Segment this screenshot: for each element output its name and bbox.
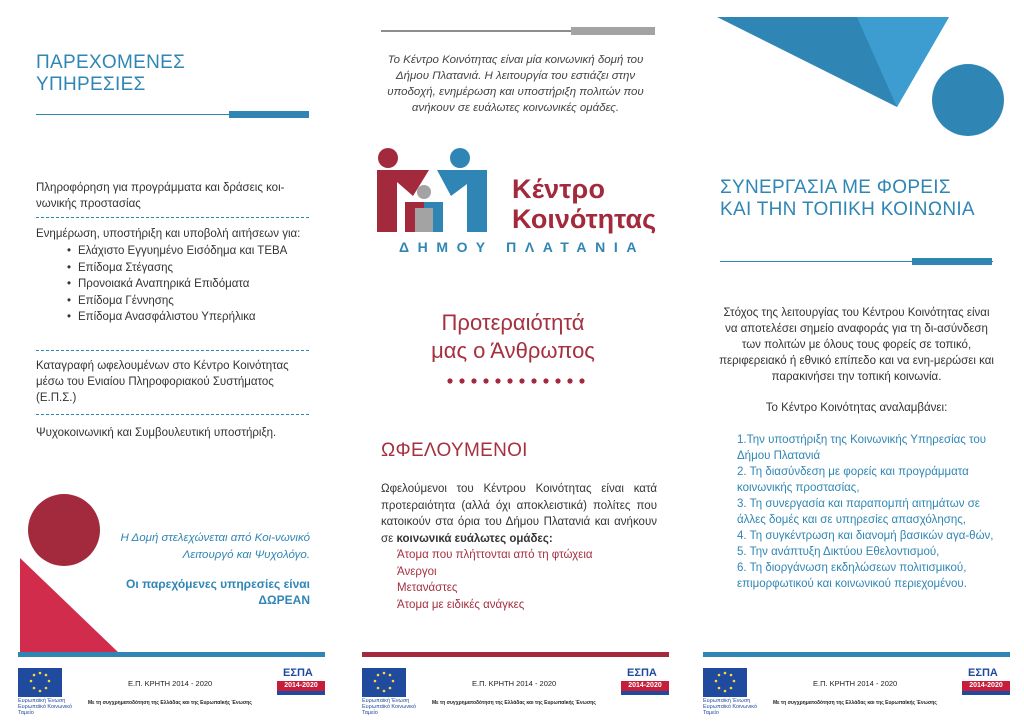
left-divider-bar xyxy=(229,111,309,118)
list-item: 4. Τη συγκέντρωση και διανομή βασικών αγα-θών, xyxy=(737,530,994,542)
cooperation-subtitle: Το Κέντρο Κοινότητας αναλαμβάνει: xyxy=(765,402,948,414)
intro-text: Το Κέντρο Κοινότητας είναι μία κοινωνική δομή του Δήμου Πλατανιά. Η λειτουργία του εστιάζει στην υποδοχή, ενημέρωση και υποστήριξη πολιτών που ανήκουν σε ευάλωτες κοινωνικές ομάδες. xyxy=(387,54,644,114)
service-counseling: Ψυχοκοινωνική και Συμβουλευτική υποστήριξη. xyxy=(36,427,277,439)
espa-logo: ΕΣΠΑ 2014-2020 xyxy=(277,667,325,701)
footer-rule xyxy=(362,652,669,657)
list-item: 1.Την υποστήριξη της Κοινωνικής Υπηρεσίας του Δήμου Πλατανιά xyxy=(737,434,987,462)
list-item: 5. Την ανάπτυξη Δικτύου Εθελοντισμού, xyxy=(737,546,940,558)
footer-right xyxy=(703,652,1010,716)
eu-flag-icon xyxy=(703,668,747,697)
red-circle-decoration xyxy=(28,494,100,566)
cofunding-label: Με τη συγχρηματοδότηση της Ελλάδας και της Ευρωπαϊκής Ένωσης xyxy=(88,700,252,706)
footer-middle xyxy=(362,652,669,716)
blue-circle-decoration xyxy=(932,64,1004,136)
beneficiaries-list xyxy=(397,547,657,613)
list-item: Άτομα που πλήττονται από τη φτώχεια xyxy=(397,549,593,561)
cooperation-text: Στόχος της λειτουργίας του Κέντρου Κοινότητας είναι να αποτελέσει σημείο αναφοράς για τη δι-ασύνδεση των πολιτών με όλους τους φορείς σε τοπικό, περιφερειακό ή εθνικό επίπεδο και να ενη-μερώσει και παρακινήσει την τοπική κοινωνία. xyxy=(719,307,994,383)
dots-divider xyxy=(447,378,587,384)
right-title: ΣΥΝΕΡΓΑΣΙΑ ΜΕ ΦΟΡΕΙΣ ΚΑΙ ΤΗΝ ΤΟΠΙΚΗ ΚΟΙΝΩΝΙΑ xyxy=(720,177,975,220)
espa-logo: ΕΣΠΑ 2014-2020 xyxy=(962,667,1010,701)
footer-left xyxy=(18,652,325,716)
staff-note: Η Δομή στελεχώνεται από Κοι-νωνικό Λειτουργό και Ψυχολόγο. xyxy=(120,532,310,561)
service-registration: Καταγραφή ωφελουμένων στο Κέντρο Κοινότητας μέσω του Ενιαίου Πληροφοριακού Συστήματος (Ε.Π.Σ.) xyxy=(36,360,289,404)
list-item: • Επίδομα Ανασφάλιστου Υπερήλικα xyxy=(36,309,308,326)
list-item: • Προνοιακά Αναπηρικά Επιδόματα xyxy=(36,276,308,293)
dashed-divider xyxy=(36,350,309,351)
beneficiaries-text: Ωφελούμενοι του Κέντρου Κοινότητας είναι κατά προτεραιότητα (αλλά όχι αποκλειστικά) πολίτες που κατοικούν στα όρια του Δήμου Πλατανιά και ανήκουν σε κοινωνικά ευάλωτες ομάδες: Άτομα που πλήττονται από τη φτώχεια Άνεργοι Μετανάστες Άτομα με ειδικές ανάγκες xyxy=(381,481,657,613)
top-divider-bar xyxy=(571,27,655,35)
list-item: • Επίδομα Γέννησης xyxy=(36,293,308,310)
dashed-divider xyxy=(36,414,309,415)
eu-flag-icon xyxy=(18,668,62,697)
logo-word-kentro: Κέντρο xyxy=(512,174,606,204)
community-center-logo xyxy=(377,146,667,256)
footer-rule xyxy=(18,652,325,657)
free-services-note: Οι παρεχόμενες υπηρεσίες είναι ΔΩΡΕΑΝ xyxy=(126,577,310,607)
right-divider-bar xyxy=(912,258,992,265)
list-item: Μετανάστες xyxy=(397,582,458,594)
program-label: Ε.Π. ΚΡΗΤΗ 2014 - 2020 xyxy=(472,679,557,688)
eu-label: Ευρωπαϊκή Ένωση Ευρωπαϊκό Κοινωνικό Ταμείο xyxy=(18,698,73,716)
list-item: 6. Τη διοργάνωση εκδηλώσεων πολιτισμικού, επιμορφωτικού και κοινωνικού περιεχομένου. xyxy=(737,562,967,590)
cofunding-label: Με τη συγχρηματοδότηση της Ελλάδας και της Ευρωπαϊκής Ένωσης xyxy=(773,700,937,706)
list-item: 2. Τη διασύνδεση με φορείς και προγράμματα κοινωνικής προστασίας, xyxy=(737,466,969,494)
list-item: • Ελάχιστο Εγγυημένο Εισόδημα και ΤΕΒΑ xyxy=(36,243,308,260)
cofunding-label: Με τη συγχρηματοδότηση της Ελλάδας και της Ευρωπαϊκής Ένωσης xyxy=(432,700,596,706)
panel-middle xyxy=(343,0,683,725)
footer-rule xyxy=(703,652,1010,657)
beneficiaries-title: ΩΦΕΛΟΥΜΕΝΟΙ xyxy=(381,440,528,461)
eu-label: Ευρωπαϊκή Ένωση Ευρωπαϊκό Κοινωνικό Ταμείο xyxy=(362,698,417,716)
slogan: Προτεραιότητά μας ο Άνθρωπος xyxy=(431,310,595,363)
top-divider xyxy=(381,30,601,32)
program-label: Ε.Π. ΚΡΗΤΗ 2014 - 2020 xyxy=(813,679,898,688)
logo-municipality: ΔΗΜΟΥ ΠΛΑΤΑΝΙΑ xyxy=(398,239,646,255)
service-applications: Ενημέρωση, υποστήριξη και υποβολή αιτήσεων για: • Ελάχιστο Εγγυημένο Εισόδημα και ΤΕΒΑ • Επίδομα Στέγασης • Προνοιακά Αναπηρικά Επιδόματα • Επίδομα Γέννησης • Επίδομα Ανασφάλιστου Υπερήλικα xyxy=(36,226,308,326)
list-item: Άτομα με ειδικές ανάγκες xyxy=(397,598,525,611)
logo-word-koinotitas: Κοινότητας xyxy=(512,204,657,234)
service-info: Πληροφόρηση για προγράμματα και δράσεις κοι-νωνικής προστασίας xyxy=(36,182,285,210)
list-item: Άνεργοι xyxy=(397,565,437,578)
espa-logo: ΕΣΠΑ 2014-2020 xyxy=(621,667,669,701)
blue-triangle-decoration xyxy=(717,17,949,107)
responsibilities-list xyxy=(737,432,995,592)
logo-figures-icon xyxy=(377,146,507,236)
left-title: ΠΑΡΕΧΟΜΕΝΕΣ ΥΠΗΡΕΣΙΕΣ xyxy=(36,52,186,95)
service-applications-list xyxy=(36,243,308,326)
list-item: 3. Τη συνεργασία και παραπομπή αιτημάτων σε άλλες δομές και σε υπηρεσίες απασχόλησης, xyxy=(737,498,980,526)
program-label: Ε.Π. ΚΡΗΤΗ 2014 - 2020 xyxy=(128,679,213,688)
red-triangle-decoration xyxy=(20,558,120,654)
eu-flag-icon xyxy=(362,668,406,697)
list-item: • Επίδομα Στέγασης xyxy=(36,260,308,277)
dashed-divider xyxy=(36,217,309,218)
eu-label: Ευρωπαϊκή Ένωση Ευρωπαϊκό Κοινωνικό Ταμείο xyxy=(703,698,758,716)
